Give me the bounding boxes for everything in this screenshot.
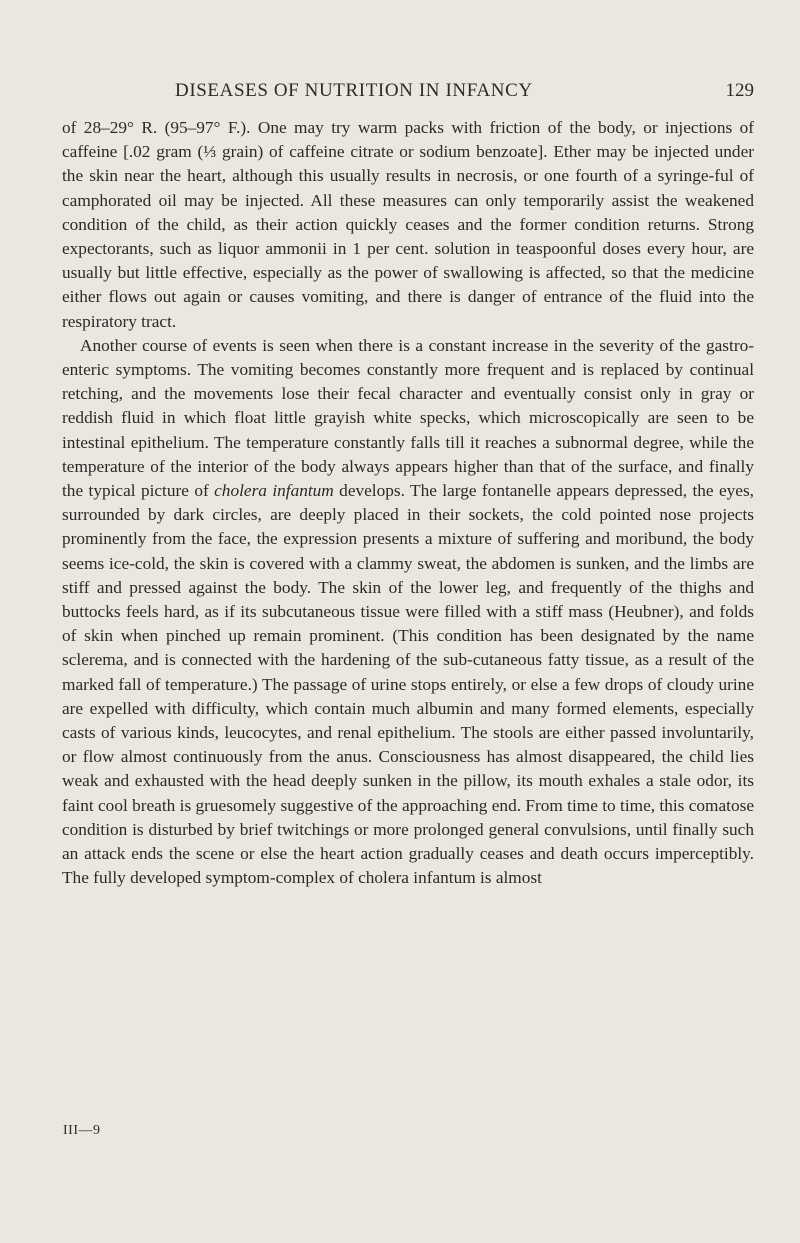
- paragraph-text-continued: develops. The large fontanelle appears depressed, the eyes, surrounded by dark circles, are deeply placed in their sockets, the cold pointed nose projects prominently from the face, the expression presents a mixture of suffering and moribund, the body seems ice-cold, the skin is covered with a clammy sweat, the abdomen is sunken, and the limbs are stiff and pressed against the body. The skin of the lower leg, and frequently of the thighs and buttocks feels hard, as if its subcutaneous tissue were filled with a stiff mass (Heubner), and folds of skin when pinched up remain prominent. (This condition has been designated by the name sclerema, and is connected with the hardening of the sub-cutaneous fatty tissue, as a result of the marked fall of temperature.) The passage of urine stops entirely, or else a few drops of cloudy urine are expelled with difficulty, which contain much albumin and many formed elements, especially casts of various kinds, leucocytes, and renal epithelium. The stools are either passed involuntarily, or flow almost continuously from the anus. Consciousness has almost disappeared, the child lies weak and exhausted with the head deeply sunken in the pillow, its mouth exhales a stale odor, its faint cool breath is gruesomely suggestive of the approaching end. From time to time, this comatose condition is disturbed by brief twitchings or more prolonged general convulsions, until finally such an attack ends the scene or else the heart action gradually ceases and death occurs imperceptibly. The fully developed symptom-complex of cholera infantum is almost: [62, 481, 754, 888]
- body-text: [62, 116, 754, 891]
- page-number: 129: [725, 80, 754, 101]
- italic-term: cholera infantum: [214, 481, 334, 501]
- paragraph-course: [62, 334, 754, 891]
- running-title: DISEASES OF NUTRITION IN INFANCY: [175, 80, 533, 101]
- paragraph-text: of 28–29° R. (95–97° F.). One may try warm packs with friction of the body, or injections of caffeine [.02 gram (⅓ grain) of caffeine citrate or sodium benzoate]. Ether may be injected under the skin near the heart, although this usually results in necrosis, or one fourth of a syringe-ful of camphorated oil may be injected. All these measures can only temporarily assist the weakened condition of the child, as their action quickly ceases and the former condition returns. Strong expectorants, such as liquor ammonii in 1 per cent. solution in teaspoonful doses every hour, are usually but little effective, especially as the power of swallowing is affected, so that the medicine either flows out again or causes vomiting, and there is danger of entrance of the fluid into the respiratory tract.: [62, 118, 754, 331]
- paragraph-text: Another course of events is seen when there is a constant increase in the severity of the gastro-enteric symptoms. The vomiting becomes constantly more frequent and is replaced by continual retching, and the movements lose their fecal character and eventually consist only in gray or reddish fluid in which float little grayish white specks, which microscopically are seen to be intestinal epithelium. The temperature constantly falls till it reaches a subnormal degree, while the temperature of the interior of the body always appears higher than that of the surface, and finally the typical picture of: [62, 335, 754, 501]
- paragraph-treatment: [62, 116, 754, 334]
- signature-mark: III—9: [63, 1123, 101, 1138]
- running-head: [62, 80, 754, 106]
